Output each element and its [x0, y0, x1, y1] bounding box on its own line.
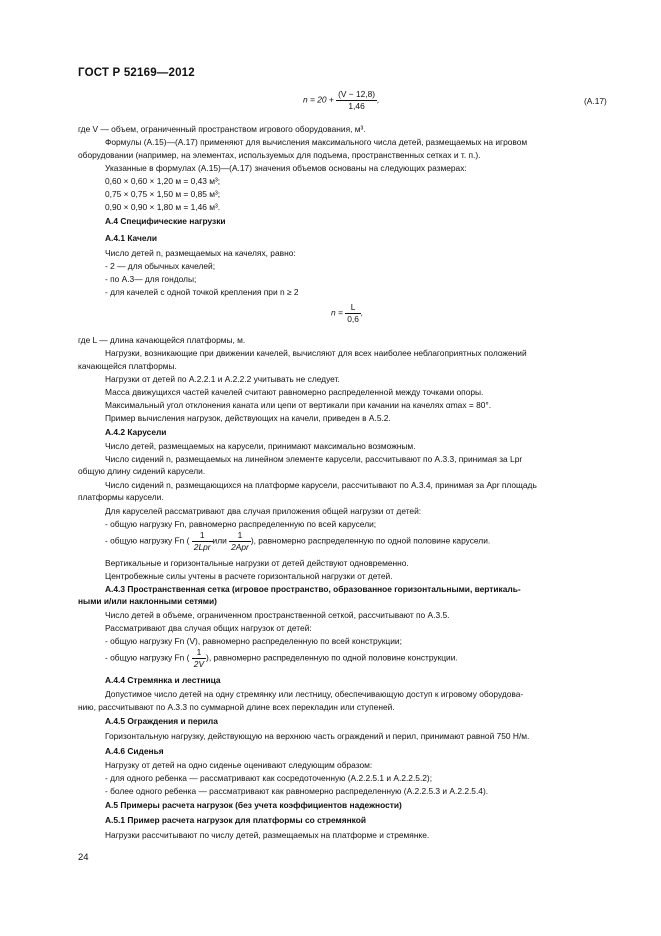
formula-a17-fraction — [336, 89, 380, 112]
text-line: оборудовании (например, на элементах, используемых для подъема, пространственных сетках и т. п.). — [78, 150, 481, 160]
list-item: - для качелей с одной точкой крепления при n ≥ 2 — [105, 287, 299, 297]
section-heading: А.4.5 Ограждения и перила — [105, 716, 218, 726]
document-header: ГОСТ Р 52169—2012 — [78, 67, 195, 79]
section-heading-cont: ными и/или наклонными сетями) — [78, 596, 217, 606]
text-line: 0,75 × 0,75 × 1,50 м = 0,85 м³; — [105, 189, 221, 199]
list-item: - для одного ребенка — рассматривают как сосредоточенную (А.2.2.5.1 и А.2.2.5.2); — [105, 773, 433, 783]
list-item-formula — [105, 647, 458, 670]
text-line: Допустимое число детей на одну стремянку или лестницу, обеспечивающую доступ к игровому оборудова- — [105, 689, 524, 699]
fraction — [192, 647, 206, 670]
section-heading: А.5 Примеры расчета нагрузок (без учета коэффициентов надежности) — [105, 800, 402, 810]
fraction — [229, 530, 251, 553]
fraction-numerator: 1 — [192, 647, 206, 659]
formula-a17-denominator: 1,46 — [348, 101, 365, 111]
formula-swing-tail: , — [360, 307, 364, 318]
text-line: платформы карусели. — [78, 492, 164, 502]
section-heading: А.4 Специфические нагрузки — [105, 216, 226, 226]
section-heading: А.4.6 Сиденья — [105, 746, 164, 756]
formula-swing-fraction — [345, 302, 364, 325]
fraction-denominator: 2Lpr — [193, 542, 211, 552]
fraction-numerator: 1 — [229, 530, 251, 542]
formula-suffix: ), равномерно распределенную по одной половине карусели. — [250, 535, 491, 546]
text-line: Рассматривают два случая общих нагрузок от детей: — [105, 623, 312, 633]
list-item: - общую нагрузку Fn (V), равномерно распределенную по всей конструкции; — [105, 636, 402, 646]
text-line: 0,90 × 0,90 × 1,80 м = 1,46 м³. — [105, 202, 221, 212]
text-line: Формулы (А.15)—(А.17) применяют для вычисления максимального числа детей, размещаемых на игровом — [105, 137, 528, 147]
text-line: Число сидений n, размещаемых на линейном элементе карусели, рассчитывают по А.3.3, принимая за Lpr — [105, 454, 523, 464]
text-line: Вертикальные и горизонтальные нагрузки от детей действуют одновременно. — [105, 558, 409, 568]
text-line: Пример вычисления нагрузок, действующих на качели, приведен в А.5.2. — [105, 413, 391, 423]
formula-swing-lhs: n = — [331, 307, 343, 318]
formula-suffix: ), равномерно распределенную по одной половине конструкции. — [206, 652, 458, 663]
equation-number: (А.17) — [584, 96, 607, 106]
formula-a17-tail: , — [377, 94, 380, 105]
text-line: Максимальный угол отклонения каната или цепи от вертикали при качании на качелях αmax = 80°. — [105, 400, 492, 410]
formula-swing-numerator: L — [345, 302, 361, 314]
text-line: Указанные в формулах (А.15)—(А.17) значения объемов основаны на следующих размерах: — [105, 163, 467, 173]
text-line: качающейся платформы. — [78, 361, 177, 371]
list-item: - по А.3— для гондолы; — [105, 274, 197, 284]
text-line: общую длину сидений карусели. — [78, 466, 206, 476]
section-heading: А.4.2 Карусели — [105, 427, 167, 437]
formula-prefix: - общую нагрузку Fn ( — [105, 535, 190, 546]
formula-swing-denominator: 0,6 — [347, 314, 359, 324]
formula-a17-numerator: (V − 12,8) — [338, 89, 376, 99]
text-line: Число детей n, размещаемых на качелях, равно: — [105, 248, 296, 258]
section-heading: А.4.4 Стремянка и лестница — [105, 675, 221, 685]
text-line: Горизонтальную нагрузку, действующую на верхнюю часть ограждений и перил, принимают равной 750 Н/м. — [105, 731, 530, 741]
fraction-denominator: 2Apr — [231, 542, 249, 552]
text-line: Число детей в объеме, ограниченном пространственной сеткой, рассчитывают по А.3.5. — [105, 610, 450, 620]
fraction — [192, 530, 213, 553]
formula-prefix: - общую нагрузку Fn ( — [105, 652, 190, 663]
page-number: 24 — [78, 852, 89, 863]
text-line: Нагрузки от детей по А.2.2.1 и А.2.2.2 учитывать не следует. — [105, 374, 340, 384]
formula-a17 — [303, 89, 379, 112]
fraction-numerator: 1 — [192, 530, 213, 542]
formula-a17-lhs: n = 20 + — [303, 94, 334, 105]
formula-conjunction: или — [212, 535, 227, 546]
text-line: Число детей, размещаемых на карусели, принимают максимально возможным. — [105, 441, 416, 451]
text-line: Число сидений n, размещающихся на платформе карусели, рассчитывают по А.3.4, принимая за Apr площадь — [105, 480, 537, 490]
text-line: нию, рассчитывают по А.3.3 по суммарной длине всех перекладин или ступеней. — [78, 702, 395, 712]
text-line: Масса движущихся частей качелей считают равномерно распределенной между точками опоры. — [105, 387, 484, 397]
section-heading: А.4.1 Качели — [105, 233, 157, 243]
text-line: где L — длина качающейся платформы, м. — [78, 335, 246, 345]
list-item: - 2 — для обычных качелей; — [105, 261, 216, 271]
formula-swing — [331, 302, 363, 325]
list-item: - более одного ребенка — рассматривают как равномерно распределенную (А.2.2.5.3 и А.2.2.5.4). — [105, 786, 489, 796]
section-heading: А.5.1 Пример расчета нагрузок для платформы со стремянкой — [105, 815, 366, 825]
text-line: где V — объем, ограниченный пространством игрового оборудования, м³. — [78, 124, 366, 134]
text-line: Нагрузки, возникающие при движении качелей, вычисляют для всех наиболее неблагоприятных положений — [105, 348, 527, 358]
text-line: Центробежные силы учтены в расчете горизонтальной нагрузки от детей. — [105, 571, 393, 581]
text-line: Для каруселей рассматривают два случая приложения общей нагрузки от детей: — [105, 506, 422, 516]
list-item-formula — [105, 530, 490, 553]
text-line: 0,60 × 0,60 × 1,20 м = 0,43 м³; — [105, 176, 221, 186]
section-heading: А.4.3 Пространственная сетка (игровое пространство, образованное горизонтальными, вертикаль- — [105, 584, 521, 594]
list-item: - общую нагрузку Fn, равномерно распределенную по всей карусели; — [105, 519, 377, 529]
fraction-denominator: 2V — [193, 659, 205, 669]
text-line: Нагрузки рассчитывают по числу детей, размещаемых на платформе и стремянке. — [105, 830, 430, 840]
text-line: Нагрузку от детей на одно сиденье оценивают следующим образом: — [105, 760, 373, 770]
